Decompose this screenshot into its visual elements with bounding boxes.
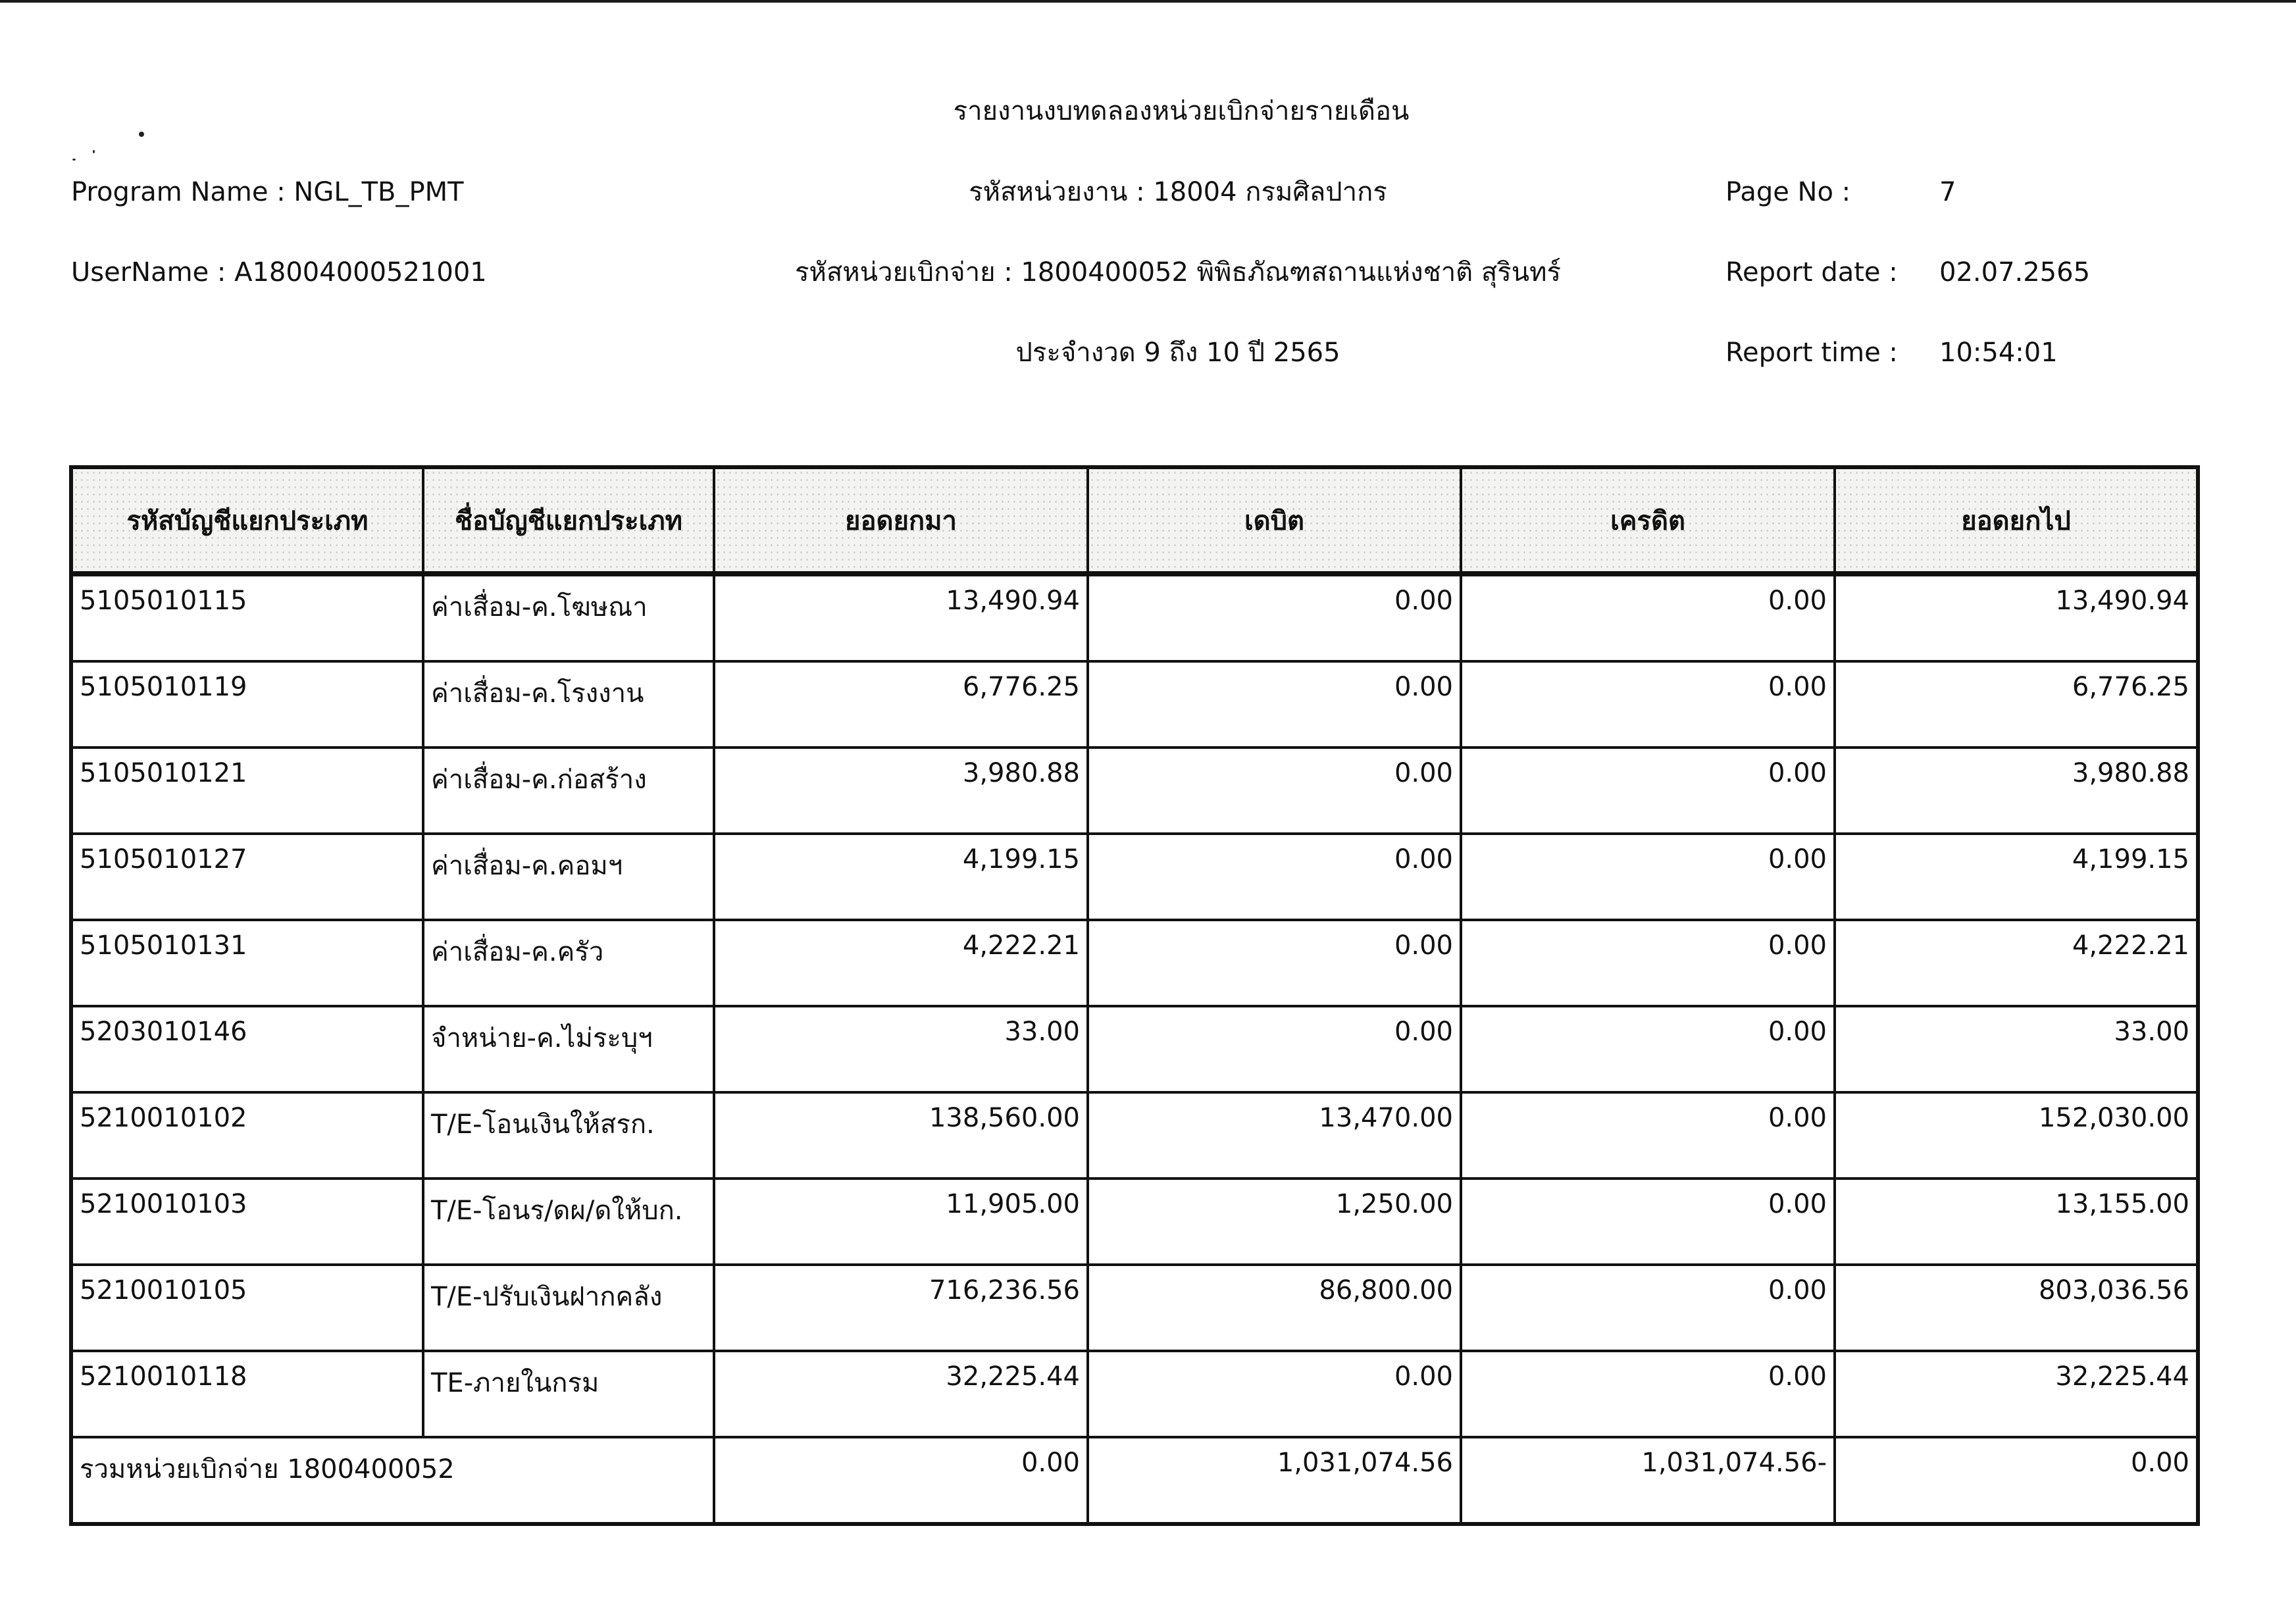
account-code: 5210010105 [71, 1265, 423, 1351]
table-row [71, 1351, 2198, 1437]
account-name: ค่าเสื่อม-ค.โรงงาน [423, 661, 714, 748]
brought-forward: 716,236.56 [714, 1265, 1088, 1351]
agency-code: รหัสหน่วยงาน : 18004 กรมศิลปากร [969, 177, 1387, 207]
table-row [71, 574, 2198, 661]
carried-forward: 152,030.00 [1835, 1092, 2198, 1179]
report-time-label: Report time : [1725, 338, 1898, 368]
debit: 0.00 [1088, 748, 1461, 834]
report-time-value: 10:54:01 [1939, 338, 2058, 368]
carried-forward: 32,225.44 [1835, 1351, 2198, 1437]
carried-forward: 13,155.00 [1835, 1179, 2198, 1265]
brought-forward: 11,905.00 [714, 1179, 1088, 1265]
account-name: TE-ภายในกรม [423, 1351, 714, 1437]
brought-forward: 33.00 [714, 1006, 1088, 1092]
account-name: ค่าเสื่อม-ค.ครัว [423, 920, 714, 1006]
table-total-row [71, 1437, 2198, 1524]
table-row [71, 920, 2198, 1006]
scan-speck [139, 132, 144, 137]
debit: 86,800.00 [1088, 1265, 1461, 1351]
brought-forward: 138,560.00 [714, 1092, 1088, 1179]
account-code: 5210010102 [71, 1092, 423, 1179]
col-header-carried-forward: ยอดยกไป [1835, 467, 2198, 574]
carried-forward: 803,036.56 [1835, 1265, 2198, 1351]
page-no-label: Page No : [1725, 177, 1851, 207]
account-name: ค่าเสื่อม-ค.โฆษณา [423, 574, 714, 661]
col-header-account-code: รหัสบัญชีแยกประเภท [71, 467, 423, 574]
report-title: รายงานงบทดลองหน่วยเบิกจ่ายรายเดือน [953, 96, 1410, 126]
program-name: Program Name : NGL_TB_PMT [71, 177, 464, 207]
debit: 0.00 [1088, 834, 1461, 920]
debit: 0.00 [1088, 1351, 1461, 1437]
table-row [71, 1179, 2198, 1265]
carried-forward: 3,980.88 [1835, 748, 2198, 834]
account-code: 5105010119 [71, 661, 423, 748]
col-header-debit: เดบิต [1088, 467, 1461, 574]
col-header-brought-forward: ยอดยกมา [714, 467, 1088, 574]
credit: 0.00 [1461, 661, 1835, 748]
credit: 0.00 [1461, 1265, 1835, 1351]
account-code: 5210010118 [71, 1351, 423, 1437]
table-row [71, 1265, 2198, 1351]
page-no-value: 7 [1939, 177, 1956, 207]
debit: 0.00 [1088, 661, 1461, 748]
credit: 0.00 [1461, 1092, 1835, 1179]
scan-edge-line [0, 0, 2296, 3]
carried-forward: 4,222.21 [1835, 920, 2198, 1006]
scan-speck [72, 159, 76, 161]
report-date-value: 02.07.2565 [1939, 257, 2091, 288]
account-name: T/E-โอนเงินให้สรก. [423, 1092, 714, 1179]
account-name: ค่าเสื่อม-ค.ก่อสร้าง [423, 748, 714, 834]
total-label: รวมหน่วยเบิกจ่าย 1800400052 [71, 1437, 714, 1524]
credit: 0.00 [1461, 920, 1835, 1006]
disbursing-unit: รหัสหน่วยเบิกจ่าย : 1800400052 พิพิธภัณฑสถานแห่งชาติ สุรินทร์ [795, 257, 1561, 288]
debit: 0.00 [1088, 574, 1461, 661]
username: UserName : A18004000521001 [71, 257, 487, 288]
table-row [71, 748, 2198, 834]
col-header-credit: เครดิต [1461, 467, 1835, 574]
total-credit: 1,031,074.56- [1461, 1437, 1835, 1524]
account-name: T/E-ปรับเงินฝากคลัง [423, 1265, 714, 1351]
debit: 0.00 [1088, 1006, 1461, 1092]
debit: 1,250.00 [1088, 1179, 1461, 1265]
account-code: 5105010115 [71, 574, 423, 661]
total-carried-forward: 0.00 [1835, 1437, 2198, 1524]
table-row [71, 834, 2198, 920]
debit: 0.00 [1088, 920, 1461, 1006]
credit: 0.00 [1461, 1179, 1835, 1265]
debit: 13,470.00 [1088, 1092, 1461, 1179]
carried-forward: 4,199.15 [1835, 834, 2198, 920]
carried-forward: 33.00 [1835, 1006, 2198, 1092]
account-code: 5105010121 [71, 748, 423, 834]
credit: 0.00 [1461, 1006, 1835, 1092]
brought-forward: 13,490.94 [714, 574, 1088, 661]
account-code: 5210010103 [71, 1179, 423, 1265]
brought-forward: 3,980.88 [714, 748, 1088, 834]
brought-forward: 4,199.15 [714, 834, 1088, 920]
col-header-account-name: ชื่อบัญชีแยกประเภท [423, 467, 714, 574]
carried-forward: 13,490.94 [1835, 574, 2198, 661]
account-name: ค่าเสื่อม-ค.คอมฯ [423, 834, 714, 920]
credit: 0.00 [1461, 574, 1835, 661]
total-brought-forward: 0.00 [714, 1437, 1088, 1524]
account-code: 5105010131 [71, 920, 423, 1006]
brought-forward: 32,225.44 [714, 1351, 1088, 1437]
table-row [71, 1006, 2198, 1092]
brought-forward: 6,776.25 [714, 661, 1088, 748]
account-name: T/E-โอนร/ดผ/ดให้บก. [423, 1179, 714, 1265]
period: ประจำงวด 9 ถึง 10 ปี 2565 [1015, 338, 1340, 368]
table-row [71, 661, 2198, 748]
total-debit: 1,031,074.56 [1088, 1437, 1461, 1524]
account-code: 5203010146 [71, 1006, 423, 1092]
credit: 0.00 [1461, 1351, 1835, 1437]
carried-forward: 6,776.25 [1835, 661, 2198, 748]
scan-speck [93, 150, 95, 153]
credit: 0.00 [1461, 748, 1835, 834]
account-name: จำหน่าย-ค.ไม่ระบุฯ [423, 1006, 714, 1092]
credit: 0.00 [1461, 834, 1835, 920]
account-code: 5105010127 [71, 834, 423, 920]
report-date-label: Report date : [1725, 257, 1898, 288]
brought-forward: 4,222.21 [714, 920, 1088, 1006]
trial-balance-table [69, 465, 2200, 1526]
table-row [71, 1092, 2198, 1179]
table-header-row [71, 467, 2198, 574]
